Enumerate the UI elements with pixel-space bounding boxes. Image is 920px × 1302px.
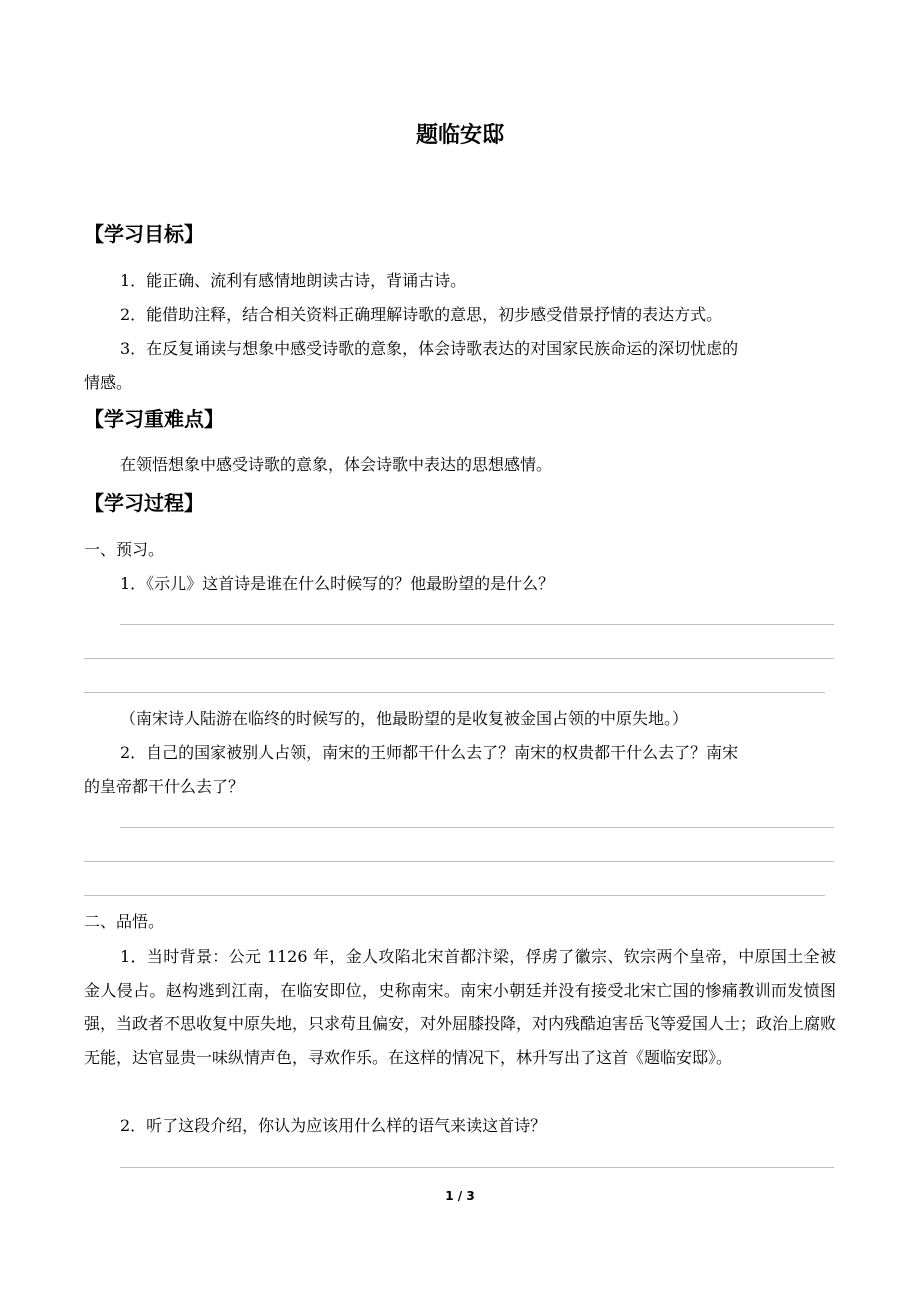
appreciate-background: 1．当时背景：公元 1126 年，金人攻陷北宋首都汴梁，俘虏了徽宗、钦宗两个皇帝，中原国土全被金人侵占。赵构逃到江南，在临安即位，史称南宋。南宋小朝廷并没有接受北宋亡国的惨痛教训而发愤图强，当政者不思收复中原失地，只求苟且偏安，对外屈膝投降，对内残酷迫害岳飞等爱国人士；政治上腐败无能，达官显贵一味纵情声色，寻欢作乐。在这样的情况下，林升写出了这首《题临安邸》。 (84, 947, 837, 1067)
answer-line (120, 827, 834, 828)
goals-heading: 【学习目标】 (84, 222, 204, 246)
answer-line (84, 692, 825, 693)
answer-line (84, 861, 834, 862)
goal-item-1: 1．能正确、流利有感情地朗读古诗，背诵古诗。 (120, 271, 467, 290)
process-heading: 【学习过程】 (84, 491, 204, 515)
answer-line (120, 1167, 834, 1168)
appreciate-label: 二、品悟。 (84, 912, 165, 931)
answer-line (84, 658, 834, 659)
answer-line (84, 895, 825, 896)
appreciate-question-2: 2．听了这段介绍，你认为应该用什么样的语气来读这首诗？ (120, 1116, 547, 1135)
preview-answer-1: （南宋诗人陆游在临终的时候写的，他最盼望的是收复被金国占领的中原失地。） (120, 709, 689, 728)
answer-line (120, 624, 834, 625)
goal-item-3-line-1: 3．在反复诵读与想象中感受诗歌的意象，体会诗歌表达的对国家民族命运的深切忧虑的 (120, 339, 739, 358)
page-title: 题临安邸 (415, 123, 504, 148)
page-number: 1 / 3 (445, 1189, 475, 1203)
goal-item-2: 2．能借助注释，结合相关资料正确理解诗歌的意思，初步感受借景抒情的表达方式。 (120, 305, 723, 324)
preview-label: 一、预习。 (84, 540, 165, 559)
key-points-heading: 【学习重难点】 (84, 407, 224, 431)
preview-question-2-line-2: 的皇帝都干什么去了？ (84, 777, 245, 796)
key-points-text: 在领悟想象中感受诗歌的意象，体会诗歌中表达的思想感情。 (120, 455, 553, 474)
preview-question-2-line-1: 2．自己的国家被别人占领，南宋的王师都干什么去了？南宋的权贵都干什么去了？南宋 (120, 743, 739, 762)
goal-item-3-line-2: 情感。 (84, 373, 133, 392)
preview-question-1: 1．《示儿》这首诗是谁在什么时候写的？他最盼望的是什么？ (120, 574, 555, 593)
